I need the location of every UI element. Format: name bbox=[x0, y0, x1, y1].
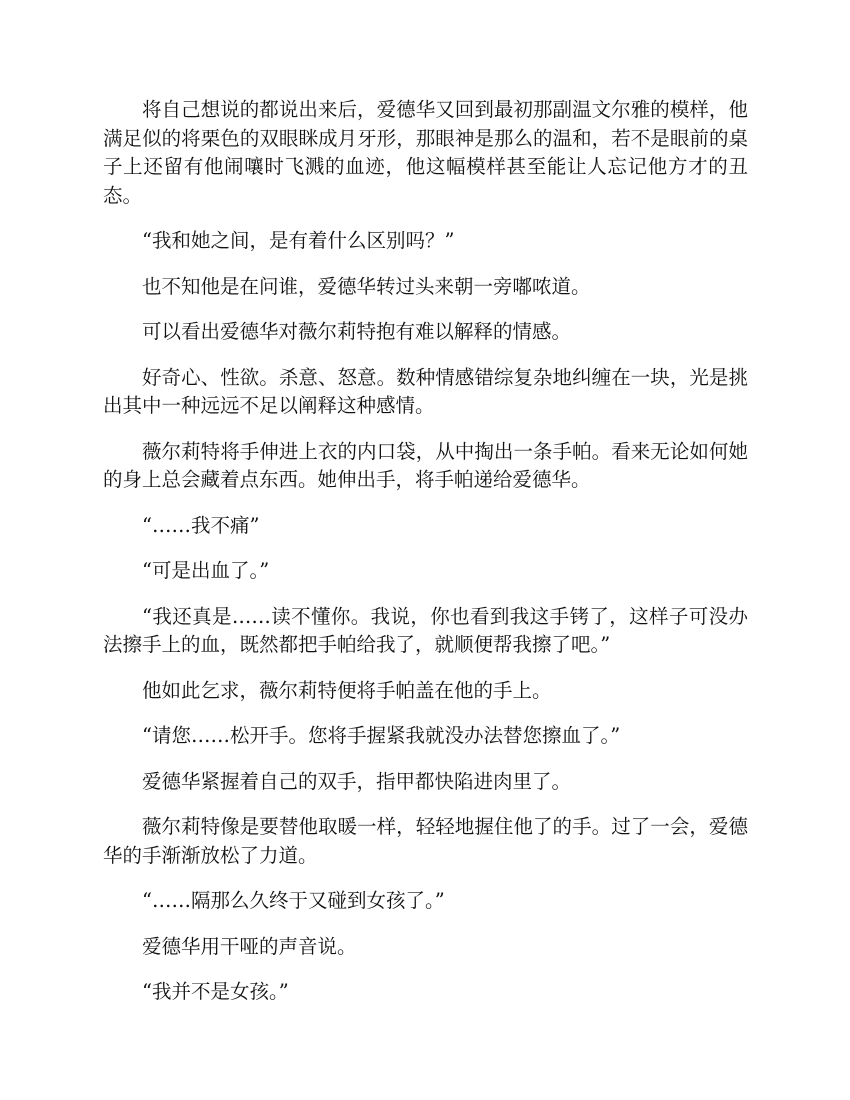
paragraph: “……我不痛” bbox=[142, 513, 260, 537]
paragraph: 可以看出爱德华对薇尔莉特抱有难以解释的情感。 bbox=[142, 320, 572, 343]
paragraph: “请您……松开手。您将手握紧我就没办法替您擦血了。” bbox=[142, 724, 621, 747]
paragraph: 也不知他是在问谁，爱德华转过头来朝一旁嘟哝道。 bbox=[142, 274, 591, 298]
paragraph: 好奇心、性欲。杀意、怒意。数种情感错综复杂地纠缠在一块，光是挑出其中一种远远不足以阐释这种感情。 bbox=[103, 365, 748, 417]
paragraph: 爱德华用干哑的声音说。 bbox=[142, 934, 357, 958]
paragraph: 将自己想说的都说出来后，爱德华又回到最初那副温文尔雅的模样，他满足似的将栗色的双眼眯成月牙形，那眼神是那么的温和，若不是眼前的桌子上还留有他闹嚷时飞溅的血迹，他这幅模样甚至能让人忘记他方才的丑态。 bbox=[103, 98, 748, 207]
paragraph: “我还真是……读不懂你。我说，你也看到我这手铐了，这样子可没办法擦手上的血，既然都把手帕给我了，就顺便帮我擦了吧。” bbox=[103, 604, 748, 656]
paragraph: 薇尔莉特将手伸进上衣的内口袋，从中掏出一条手帕。看来无论如何她的身上总会藏着点东西。她伸出手，将手帕递给爱德华。 bbox=[103, 439, 748, 491]
paragraph: “可是出血了。” bbox=[142, 559, 270, 582]
paragraph: 薇尔莉特像是要替他取暖一样，轻轻地握住他了的手。过了一会，爱德华的手渐渐放松了力道。 bbox=[103, 815, 748, 867]
paragraph: “我和她之间，是有着什么区别吗？” bbox=[142, 229, 455, 252]
paragraph: 他如此乞求，薇尔莉特便将手帕盖在他的手上。 bbox=[142, 678, 552, 702]
paragraph: “……隔那么久终于又碰到女孩了。” bbox=[142, 889, 445, 912]
paragraph: “我并不是女孩。” bbox=[142, 980, 289, 1003]
paragraph: 爱德华紧握着自己的双手，指甲都快陷进肉里了。 bbox=[142, 769, 572, 793]
document-body bbox=[103, 96, 748, 1024]
